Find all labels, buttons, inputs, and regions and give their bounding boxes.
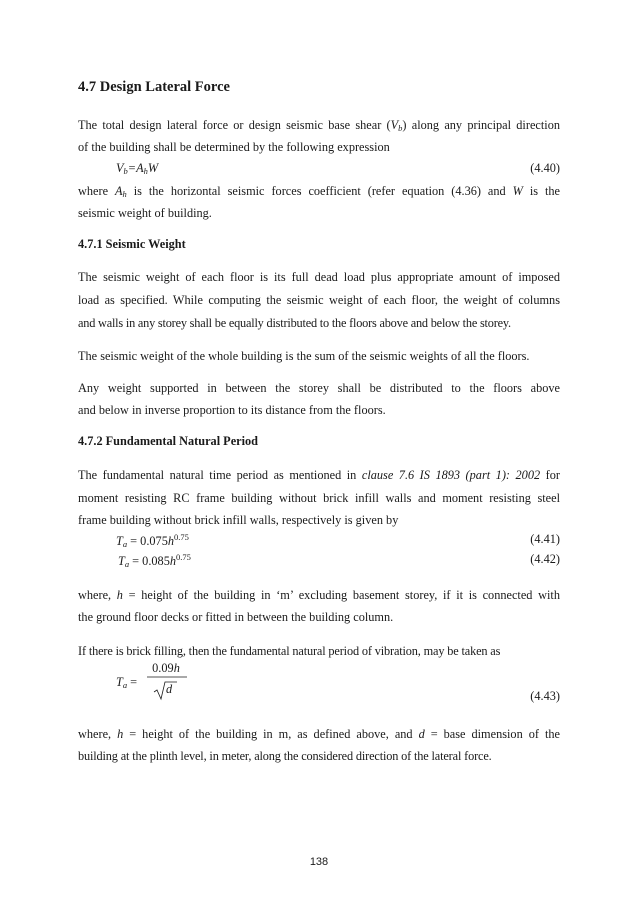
paragraph-where-h: where, h = height of the building in ‘m’ excluding basement storey, if it is connected with [78,588,560,602]
paragraph-where-ah: where $A_h$ is the horizontal seismic forces coefficient (refer equation (4.36) and W is the [78,184,560,199]
paragraph-brick-filling: If there is brick filling, then the fundamental natural period of vibration, may be taken as [78,644,501,658]
subsection-heading-natural-period: 4.7.2 Fundamental Natural Period [78,434,259,448]
page-number: 138 [309,856,329,868]
paragraph-weight-supported-2: and below in inverse proportion to its distance from the floors. [78,403,386,417]
paragraph-where-d: where, h = height of the building in m, as defined above, and d = base dimension of the [78,727,560,741]
subsection-heading-seismic-weight: 4.7.1 Seismic Weight [78,237,186,251]
paragraph-natural-period-2: moment resisting RC frame building without brick infill walls and moment resisting steel [78,491,560,505]
paragraph-seismic-weight-1: The seismic weight of each floor is its full dead load plus appropriate amount of imposed [78,270,560,284]
equation-4-43-lhs: $T_a$ = [116,675,138,690]
paragraph-natural-period-3: frame building without brick infill walls, respectively is given by [78,513,399,527]
paragraph-where-ah-line2: seismic weight of building. [78,206,212,220]
paragraph-seismic-weight-3: and walls in any storey shall be equally distributed to the floors above and below the storey. [78,316,511,330]
paragraph-weight-supported-1: Any weight supported in between the storey shall be distributed to the floors above [78,381,560,395]
fraction-numerator: 0.09h [152,661,180,675]
equation-4-42: $T_a = 0.085h^{0.75}$ [118,552,191,569]
equation-number: (4.42) [530,552,560,566]
paragraph-seismic-weight-2: load as specified. While computing the seismic weight of each floor, the weight of columns [78,293,560,307]
paragraph-natural-period-1: The fundamental natural time period as mentioned in clause 7.6 IS 1893 (part 1): 2002 for [78,468,560,482]
paragraph-base-shear: The total design lateral force or design seismic base shear $(V_b)$ along any principal direction [78,118,560,133]
equation-number: (4.43) [530,689,560,703]
section-heading: 4.7 Design Lateral Force [78,79,230,95]
equation-4-41: $T_a = 0.075h^{0.75}$ [116,532,189,549]
paragraph-where-d-line2: building at the plinth level, in meter, along the considered direction of the lateral force. [78,749,492,763]
equation-4-40: $V_b=A_hW$ [116,161,159,176]
fraction-denominator: d [166,682,173,696]
paragraph-base-shear-line2: of the building shall be determined by the following expression [78,140,390,154]
equation-number: (4.40) [530,161,560,175]
paragraph-where-h-line2: the ground floor decks or fitted in between the building column. [78,610,394,624]
paragraph-whole-building: The seismic weight of the whole building is the sum of the seismic weights of all the floors. [78,349,530,363]
equation-number: (4.41) [530,532,560,546]
